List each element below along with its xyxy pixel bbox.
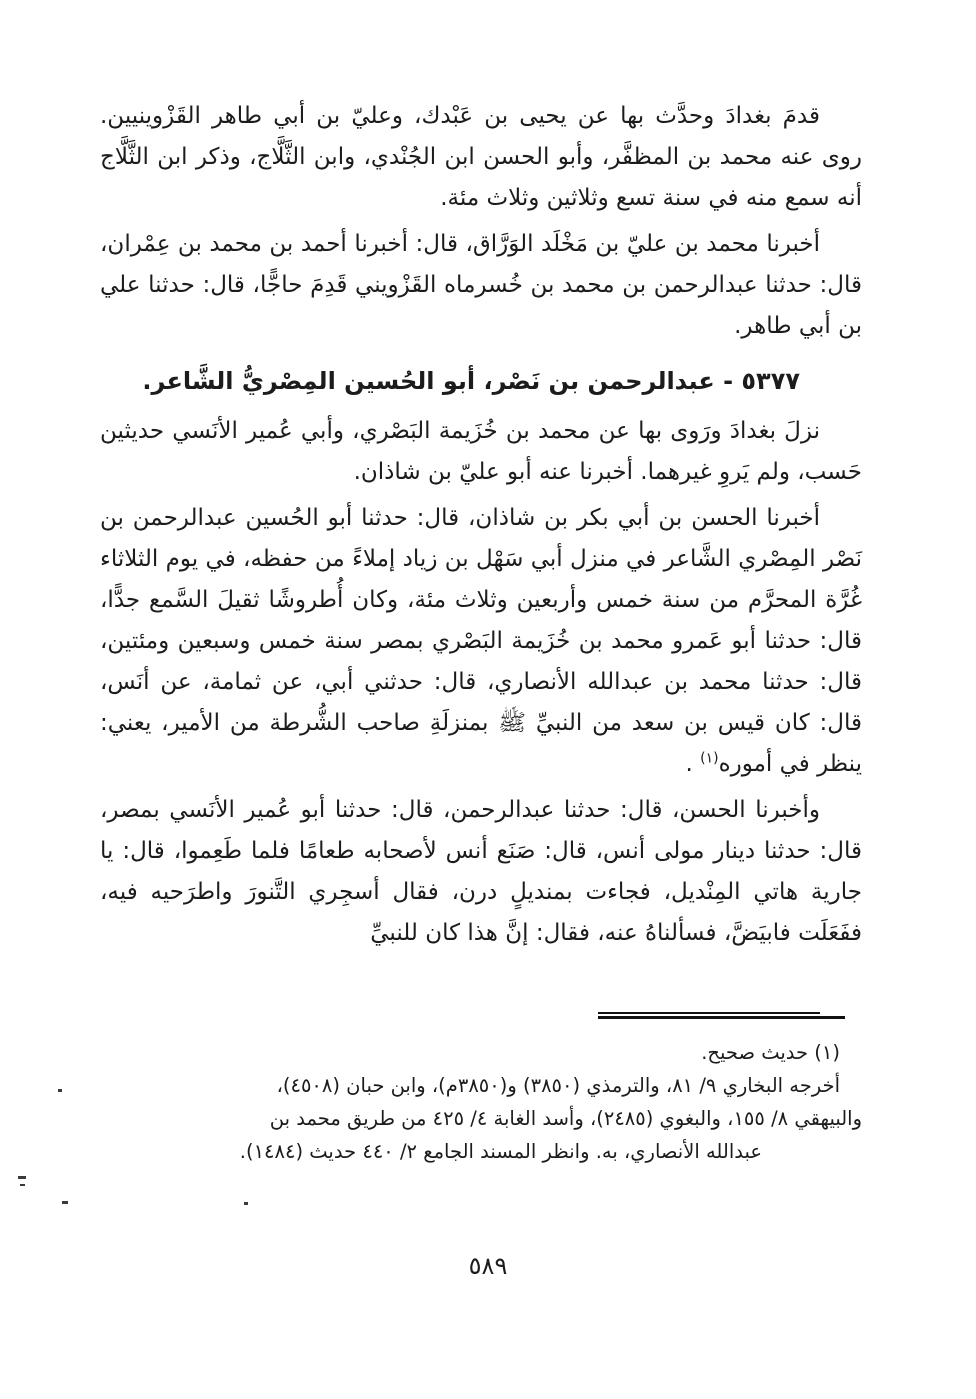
- scan-speck: [62, 1201, 68, 1204]
- footnotes-section: [100, 1036, 862, 1168]
- footnote-marker: (١): [700, 750, 719, 767]
- hadith-1-period: .: [685, 751, 701, 777]
- scan-speck: [58, 1089, 62, 1092]
- divider-rule-thin: [598, 1012, 820, 1014]
- paragraph-isnad-1: أخبرنا محمد بن عليّ بن مَخْلَد الوَرَّاق، قال: أخبرنا أحمد بن محمد بن عِمْران، قال: حدثنا عبدالرحمن بن محمد بن خُسرماه القَزْويني قَدِمَ حاجًّا، قال: حدثنا علي بن أبي طاهر.: [100, 231, 862, 339]
- hadith-1-text: أخبرنا الحسن بن أبي بكر بن شاذان، قال: حدثنا أبو الحُسين عبدالرحمن بن نَصْر المِصْري الشَّاعر في منزل أبي سَهْل بن زياد إملاءً من حفظه، في يوم الثلاثاء غُرَّة المحرَّم من سنة خمس وأربعين وثلاث مئة، وكان أُطروشًا ثقيلَ السَّمع جدًّا، قال: حدثنا أبو عَمرو محمد بن خُزَيمة البَصْري بمصر سنة خمس وسبعين ومئتين، قال: حدثنا محمد بن عبدالله الأنصاري، قال: حدثني أبي، عن ثمامة، عن أنَس، قال: كان قيس بن سعد من النبيِّ ﷺ بمنزلَةِ صاحب الشُّرطة من الأمير، يعني: ينظر في أموره: [100, 505, 862, 777]
- paragraph-biography-intro: قدمَ بغدادَ وحدَّث بها عن يحيى بن عَبْدك، وعليّ بن أبي طاهر القَزْوينيين. روى عنه محمد بن المظفَّر، وأبو الحسن ابن الجُنْدي، وابن الثَّلَّاج، وذكر ابن الثَّلَّاج أنه سمع منه في سنة تسع وثلاثين وثلاث مئة.: [100, 103, 862, 211]
- page-number: ٥٨٩: [468, 1252, 508, 1280]
- entry-heading: ٥٣٧٧ - عبدالرحمن بن نَصْر، أبو الحُسين المِصْريُّ الشَّاعر.: [142, 367, 800, 395]
- scan-speck: [18, 1176, 26, 1179]
- divider-rule-thick: [598, 1016, 845, 1019]
- footnote-line: (١) حديث صحيح.: [701, 1041, 840, 1064]
- main-text: [100, 96, 862, 959]
- footnote-line: والبيهقي ٨/ ١٥٥، والبغوي (٢٤٨٥)، وأسد الغابة ٤/ ٤٢٥ من طريق محمد بن: [269, 1107, 862, 1130]
- footnote-line: أخرجه البخاري ٩/ ٨١، والترمذي (٣٨٥٠) و(٣٨٥٠م)، وابن حبان (٤٥٠٨)،: [276, 1074, 840, 1097]
- footnote-line: عبدالله الأنصاري، به. وانظر المسند الجامع ٢/ ٤٤٠ حديث (١٤٨٤).: [239, 1140, 762, 1163]
- paragraph-hadith-1: [100, 498, 862, 785]
- footnote-divider: [598, 1012, 845, 1019]
- scan-speck: [244, 1202, 248, 1205]
- scan-speck: [20, 1184, 25, 1186]
- paragraph-biography-entry: نزلَ بغدادَ ورَوى بها عن محمد بن خُزَيمة البَصْري، وأبي عُمير الأنَسي حديثين حَسب، ولم يَروِ غيرهما. أخبرنا عنه أبو عليّ بن شاذان.: [100, 418, 862, 485]
- paragraph-hadith-2: وأخبرنا الحسن، قال: حدثنا عبدالرحمن، قال: حدثنا أبو عُمير الأنَسي بمصر، قال: حدثنا دينار مولى أنس، قال: صَنَع أنس لأصحابه طعامًا فلما طَعِموا، قال: يا جارية هاتي المِنْديل، فجاءت بمنديلٍ درن، فقال أسجِري التَّنورَ واطرَحيه فيه، ففَعَلَت فابيَضَّ، فسألناهُ عنه، فقال: إنَّ هذا كان للنبيِّ: [100, 797, 862, 946]
